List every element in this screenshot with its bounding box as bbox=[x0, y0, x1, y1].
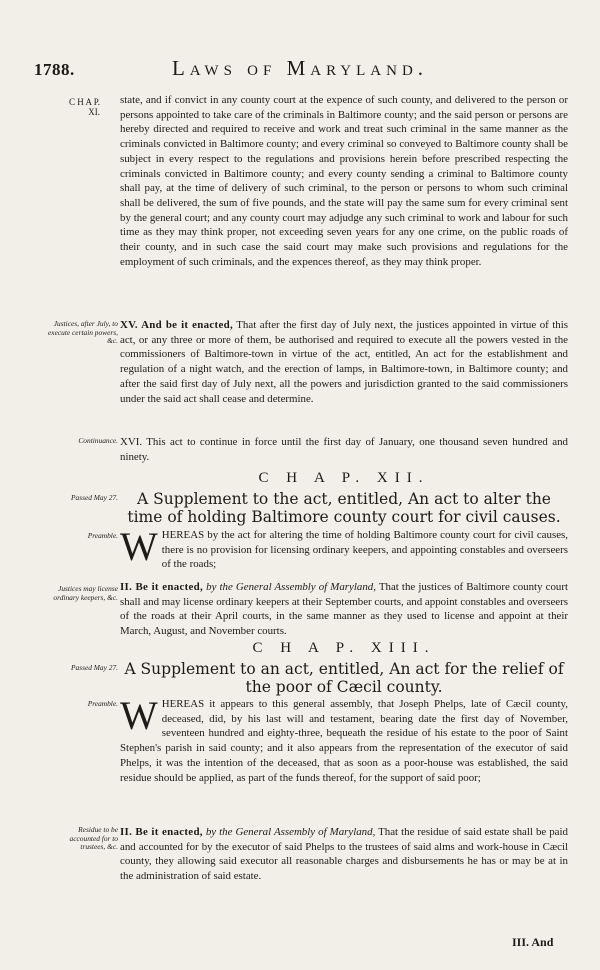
drop-cap: W bbox=[120, 693, 158, 738]
chapter-xii-title: A Supplement to the act, entitled, An act to alter the time of holding Baltimore county court for civil causes. bbox=[127, 490, 561, 526]
section-xvi: XVI. This act to continue in force until the first day of January, one thousand seven hundred and ninety. bbox=[120, 436, 568, 463]
margin-note-preamble-xiii: Preamble. bbox=[87, 699, 118, 708]
margin-note-passed-xii: Passed May 27. bbox=[70, 493, 118, 502]
page-year: 1788. bbox=[34, 60, 75, 79]
margin-note-passed-xiii: Passed May 27. bbox=[70, 663, 118, 672]
paragraph-continuation: state, and if convict in any county court at the expence of such county, and delivered to the person or persons appointed to take care of the criminals in Baltimore county; and the said person or persons are hereby directed and required to receive and work and treat such criminal in the same manner as the criminals convicted in Baltimore county; and every criminal so conveyed to Baltimore county shall be subject in every respect to the regulations and provisions herein before prescribed respecting the criminals convicted in Baltimore county; and every county sending a criminal to Baltimore county shall pay, at the time of delivery of such criminal, to the person or persons to whom such criminal shall be delivered, the sum of five pounds, and the state will pay the same sum for every criminal sent by the general court; and any county court may adjudge any such criminal to work and labour for such time as they may think proper, not exceeding seven years for any one crime, on the public roads of their county, and in such case the said court may make such provisions and regulations for the employment of such criminals, and the expences thereof, as they may think proper. bbox=[120, 94, 568, 268]
section-xiii-ii: II. Be it enacted, by the General Assembly of Maryland, That the residue of said estate shall be paid and accounted for by the executor of said Phelps to the trustees of said alms and work-house in Cæcil county, they allowing said executor all reasonable charges and disbursements he has or may be at in the administration of said estate. bbox=[120, 826, 568, 883]
section-xv: XV. And be it enacted, That after the first day of July next, the justices appointed in virtue of this act, or any three or more of them, be authorised and required to execute all the powers vested in the commissioners of Baltimore-town in virtue of the act, entitled, An act for the establishment and regulation of a night watch, and the erection of lamps, in Baltimore-town, in Baltimore county; and after the said first day of July next, all the powers and jurisdiction granted to the said commissioners under the said act shall cease and determine. bbox=[120, 319, 568, 405]
drop-cap: W bbox=[120, 524, 158, 569]
preamble-xiii: WHEREAS it appears to this general assembly, that Joseph Phelps, late of Cæcil county, deceased, did, by his last will and testament, bearing date the first day of November, seventeen hundred and eighty-three, bequeath the residue of his estate to the poor of Saint Stephen's parish in said county; and it also appears from the representation of the executor of said Phelps, it was the intention of the deceased, that as soon as a poor-house was established, the said residue should be applied, as part of the funds thereof, for the support of said poor; bbox=[120, 693, 568, 784]
margin-note-preamble-xii: Preamble. bbox=[87, 531, 118, 540]
running-title: Laws of Maryland. bbox=[171, 56, 429, 80]
margin-note-residue: Residue to be accounted for to trustees, &c. bbox=[69, 825, 118, 852]
margin-note-justices-license: Justices may license ordinary keepers, &c. bbox=[53, 584, 118, 602]
catchword: III. And bbox=[512, 935, 554, 949]
margin-note-justices: Justices, after July, to execute certain powers, &c. bbox=[48, 319, 118, 346]
chapter-continued-label: C H A P. XI. bbox=[68, 97, 100, 117]
chapter-xii-heading: C H A P. XII. bbox=[258, 470, 430, 486]
chapter-xiii-heading: C H A P. XIII. bbox=[252, 640, 436, 656]
section-xii-ii: II. Be it enacted, by the General Assembly of Maryland, That the justices of Baltimore county court shall and may license ordinary keepers at their September courts, and appoint constables and overseers of the roads at their April courts, in the same manner as they used to license and appoint at their March, August, and November courts. bbox=[120, 581, 568, 638]
margin-note-continuance: Continuance. bbox=[78, 436, 118, 445]
chapter-xiii-title: A Supplement to an act, entitled, An act for the relief of the poor of Cæcil county. bbox=[124, 660, 564, 696]
preamble-xii: WHEREAS by the act for altering the time of holding Baltimore county court for civil causes, there is no provision for licensing ordinary keepers, and appointing constables and overseers of the roads; bbox=[120, 524, 568, 571]
